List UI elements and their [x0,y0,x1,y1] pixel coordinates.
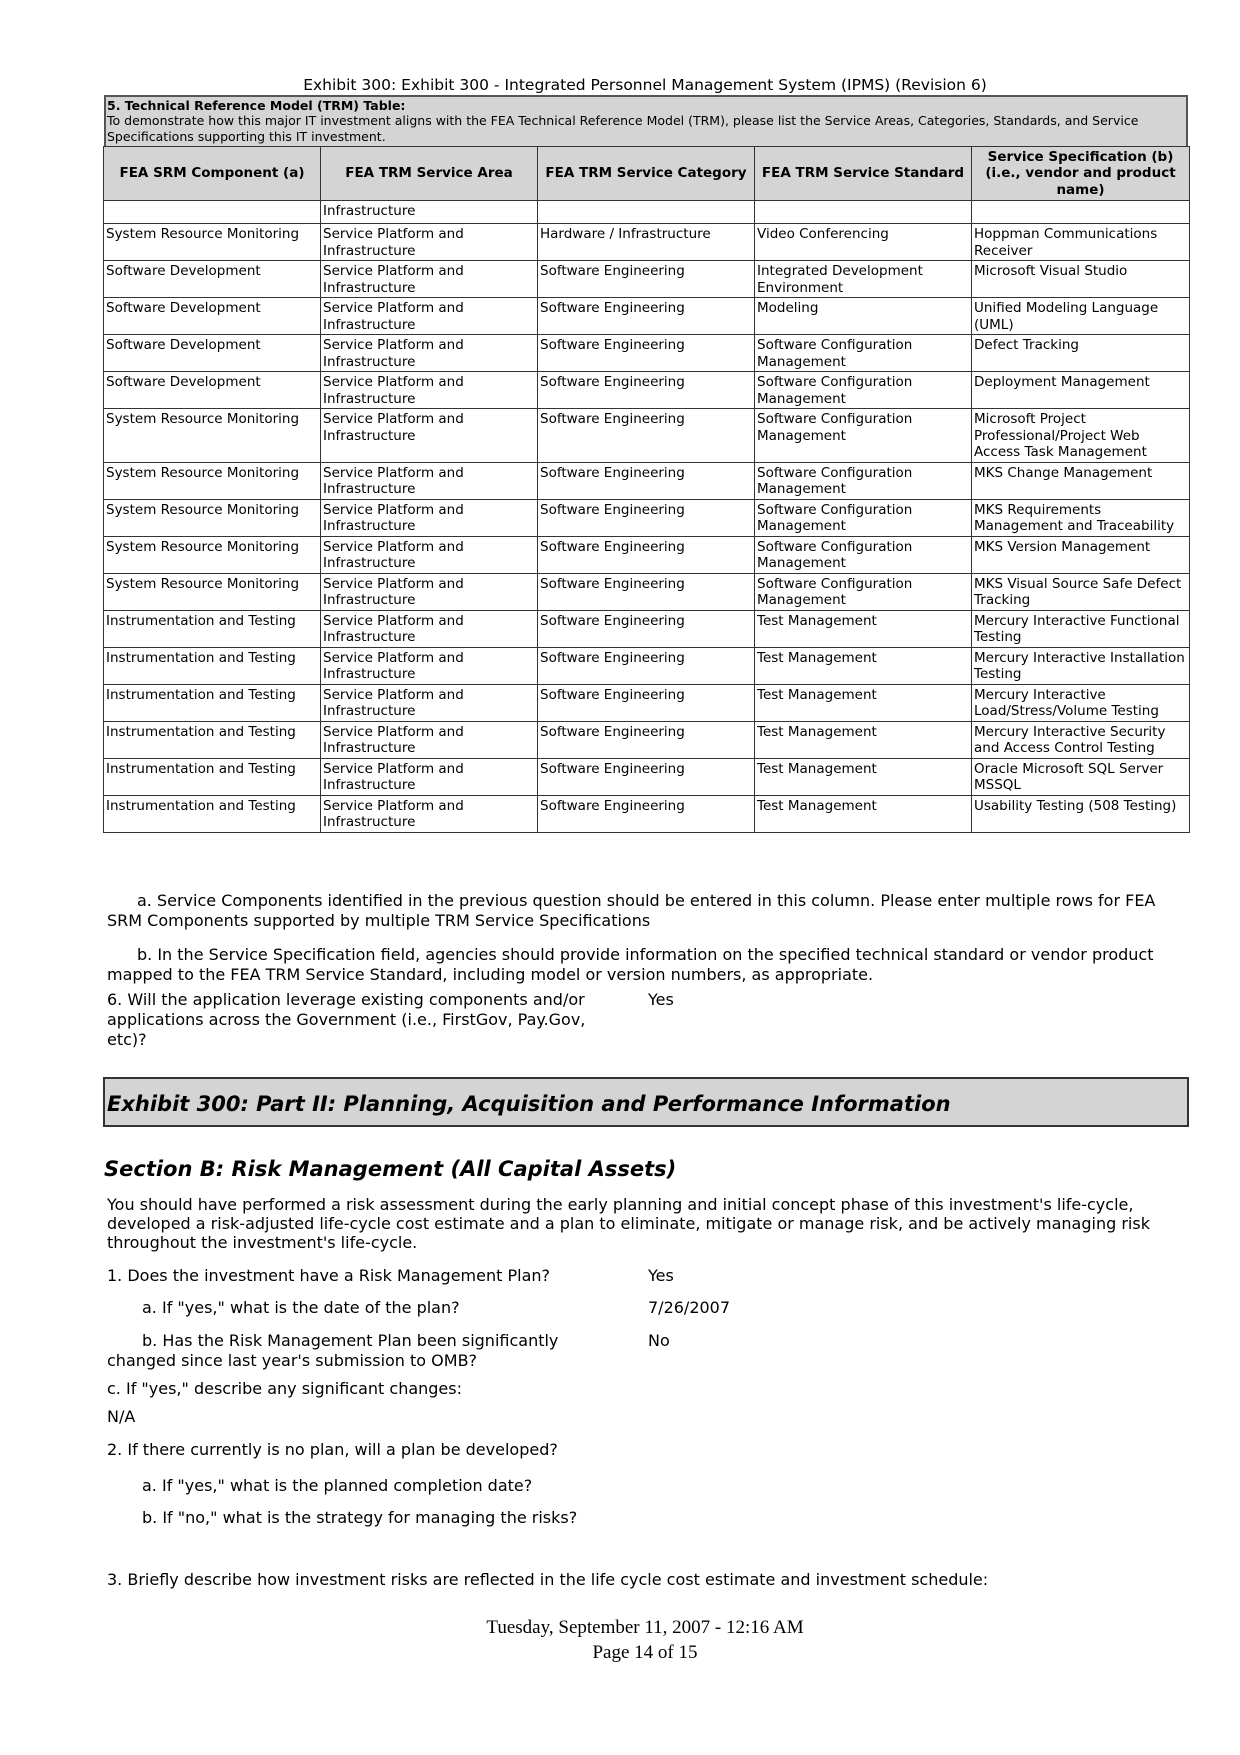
table-cell: Deployment Management [972,372,1190,409]
table-row [104,335,1190,372]
table-cell: Service Platform and Infrastructure [321,684,538,721]
table-cell [104,201,321,224]
question-6-answer: Yes [648,990,674,1009]
table-cell: Modeling [755,298,972,335]
table-cell: Unified Modeling Language (UML) [972,298,1190,335]
question-6: 6. Will the application leverage existing components and/or applications across the Government (i.e., FirstGov, Pay.Gov, etc)? [107,990,586,1049]
table-row [104,610,1190,647]
column-header: FEA TRM Service Standard [755,147,972,201]
table-cell: Software Engineering [538,261,755,298]
table-cell: Software Configuration Management [755,536,972,573]
table-row [104,573,1190,610]
table-cell: Microsoft Visual Studio [972,261,1190,298]
table-cell: MKS Change Management [972,462,1190,499]
table-cell: Software Engineering [538,610,755,647]
table-cell: Software Engineering [538,499,755,536]
table-row [104,647,1190,684]
table-cell: Mercury Interactive Functional Testing [972,610,1190,647]
section-b-intro: You should have performed a risk assessment during the early planning and initial concept phase of this investment's life-cycle, developed a risk-adjusted life-cycle cost estimate and a plan to eliminate, mitigate or manage risk, and be actively managing risk throughout the investment's life-cycle. [107,1195,1150,1252]
table-cell: Software Development [104,298,321,335]
table-cell: Test Management [755,721,972,758]
table-cell: System Resource Monitoring [104,224,321,261]
table-cell: System Resource Monitoring [104,536,321,573]
table-cell: Software Configuration Management [755,499,972,536]
table-cell: Test Management [755,795,972,832]
table-cell: Software Engineering [538,536,755,573]
question-3: 3. Briefly describe how investment risks are reflected in the life cycle cost estimate and investment schedule: [107,1570,989,1589]
table-cell: Instrumentation and Testing [104,610,321,647]
table-row [104,684,1190,721]
table-cell: Mercury Interactive Security and Access Control Testing [972,721,1190,758]
table-cell: Video Conferencing [755,224,972,261]
table-cell: System Resource Monitoring [104,499,321,536]
table-cell: Instrumentation and Testing [104,758,321,795]
trm-section-description: To demonstrate how this major IT investment aligns with the FEA Technical Reference Model (TRM), please list the Service Areas, Categories, Standards, and Service Specifications supporting this IT investment. [107,113,1139,144]
table-cell [538,201,755,224]
table-cell [755,201,972,224]
trm-table [103,146,1190,833]
table-cell: Software Engineering [538,684,755,721]
table-cell: Service Platform and Infrastructure [321,462,538,499]
footnote-a: a. Service Components identified in the previous question should be entered in this column. Please enter multiple rows for FEA SRM Components supported by multiple TRM Service Specifications [107,891,1156,930]
table-cell: Test Management [755,610,972,647]
question-1b: b. Has the Risk Management Plan been significantly changed since last year's submission to OMB? [107,1331,559,1370]
table-row [104,462,1190,499]
footer-timestamp: Tuesday, September 11, 2007 - 12:16 AM [486,1617,804,1638]
question-1c: c. If "yes," describe any significant changes: [107,1379,462,1398]
table-cell: Software Engineering [538,298,755,335]
table-cell: Software Engineering [538,409,755,463]
column-header: FEA TRM Service Area [321,147,538,201]
table-cell: Service Platform and Infrastructure [321,573,538,610]
table-cell: Software Configuration Management [755,335,972,372]
question-1b-answer: No [648,1331,670,1350]
table-cell: Hoppman Communications Receiver [972,224,1190,261]
part-2-banner [103,1077,1189,1127]
table-cell: System Resource Monitoring [104,409,321,463]
column-header: FEA TRM Service Category [538,147,755,201]
table-row [104,298,1190,335]
question-1-answer: Yes [648,1266,674,1285]
table-cell: Service Platform and Infrastructure [321,224,538,261]
table-cell: Service Platform and Infrastructure [321,795,538,832]
table-cell: Software Development [104,335,321,372]
table-cell: Service Platform and Infrastructure [321,499,538,536]
table-cell: Service Platform and Infrastructure [321,647,538,684]
column-header: FEA SRM Component (a) [104,147,321,201]
trm-table-header-row [104,147,1190,201]
table-cell: Software Engineering [538,795,755,832]
trm-section-title: 5. Technical Reference Model (TRM) Table: [107,98,406,113]
table-cell: Software Engineering [538,372,755,409]
table-row [104,201,1190,224]
table-cell: Software Engineering [538,721,755,758]
question-2b: b. If "no," what is the strategy for managing the risks? [142,1508,578,1527]
table-cell: Service Platform and Infrastructure [321,409,538,463]
table-cell: Software Engineering [538,335,755,372]
question-1c-answer: N/A [107,1407,136,1426]
table-cell: Service Platform and Infrastructure [321,261,538,298]
table-cell: Microsoft Project Professional/Project Web Access Task Management [972,409,1190,463]
table-cell: Service Platform and Infrastructure [321,721,538,758]
table-row [104,758,1190,795]
table-cell: Software Configuration Management [755,372,972,409]
question-2a: a. If "yes," what is the planned completion date? [142,1476,533,1495]
table-cell: Service Platform and Infrastructure [321,536,538,573]
table-cell: Oracle Microsoft SQL Server MSSQL [972,758,1190,795]
trm-table-body [104,201,1190,833]
table-cell: Software Configuration Management [755,462,972,499]
table-cell: Software Configuration Management [755,573,972,610]
table-cell: Instrumentation and Testing [104,684,321,721]
table-cell: Software Development [104,372,321,409]
table-row [104,536,1190,573]
table-cell: Service Platform and Infrastructure [321,372,538,409]
question-1a: a. If "yes," what is the date of the plan? [142,1298,460,1317]
table-cell [972,201,1190,224]
table-cell: Instrumentation and Testing [104,795,321,832]
table-cell: Mercury Interactive Installation Testing [972,647,1190,684]
table-cell: Software Engineering [538,462,755,499]
table-cell: Software Engineering [538,758,755,795]
table-row [104,795,1190,832]
page-header: Exhibit 300: Exhibit 300 - Integrated Personnel Management System (IPMS) (Revision 6) [303,76,987,94]
column-header: Service Specification (b) (i.e., vendor and product name) [972,147,1190,201]
trm-section-header [104,95,1188,149]
table-cell: Integrated Development Environment [755,261,972,298]
table-row [104,224,1190,261]
table-cell: Test Management [755,758,972,795]
table-cell: Test Management [755,684,972,721]
table-row [104,372,1190,409]
question-1: 1. Does the investment have a Risk Management Plan? [107,1266,551,1285]
table-cell: Software Engineering [538,573,755,610]
table-cell: Service Platform and Infrastructure [321,298,538,335]
table-row [104,261,1190,298]
table-cell: Infrastructure [321,201,538,224]
table-cell: MKS Requirements Management and Traceability [972,499,1190,536]
table-row [104,721,1190,758]
table-cell: Hardware / Infrastructure [538,224,755,261]
table-cell: Software Development [104,261,321,298]
table-cell: Software Engineering [538,647,755,684]
table-cell: Usability Testing (508 Testing) [972,795,1190,832]
table-cell: MKS Version Management [972,536,1190,573]
table-cell: System Resource Monitoring [104,573,321,610]
table-cell: Instrumentation and Testing [104,721,321,758]
footnote-b: b. In the Service Specification field, agencies should provide information on the specified technical standard or vendor product mapped to the FEA TRM Service Standard, including model or version numbers, as appropriate. [107,945,1154,984]
table-cell: Service Platform and Infrastructure [321,335,538,372]
footer-page-number: Page 14 of 15 [592,1642,698,1663]
question-1a-answer: 7/26/2007 [648,1298,731,1317]
table-cell: Instrumentation and Testing [104,647,321,684]
table-cell: Test Management [755,647,972,684]
table-cell: System Resource Monitoring [104,462,321,499]
table-row [104,499,1190,536]
table-row [104,409,1190,463]
table-cell: Mercury Interactive Load/Stress/Volume Testing [972,684,1190,721]
section-b-title: Section B: Risk Management (All Capital Assets) [104,1157,677,1181]
table-cell: Software Configuration Management [755,409,972,463]
table-cell: MKS Visual Source Safe Defect Tracking [972,573,1190,610]
table-cell: Defect Tracking [972,335,1190,372]
table-cell: Service Platform and Infrastructure [321,758,538,795]
table-cell: Service Platform and Infrastructure [321,610,538,647]
part-2-title: Exhibit 300: Part II: Planning, Acquisition and Performance Information [107,1092,951,1116]
question-2: 2. If there currently is no plan, will a plan be developed? [107,1440,558,1459]
